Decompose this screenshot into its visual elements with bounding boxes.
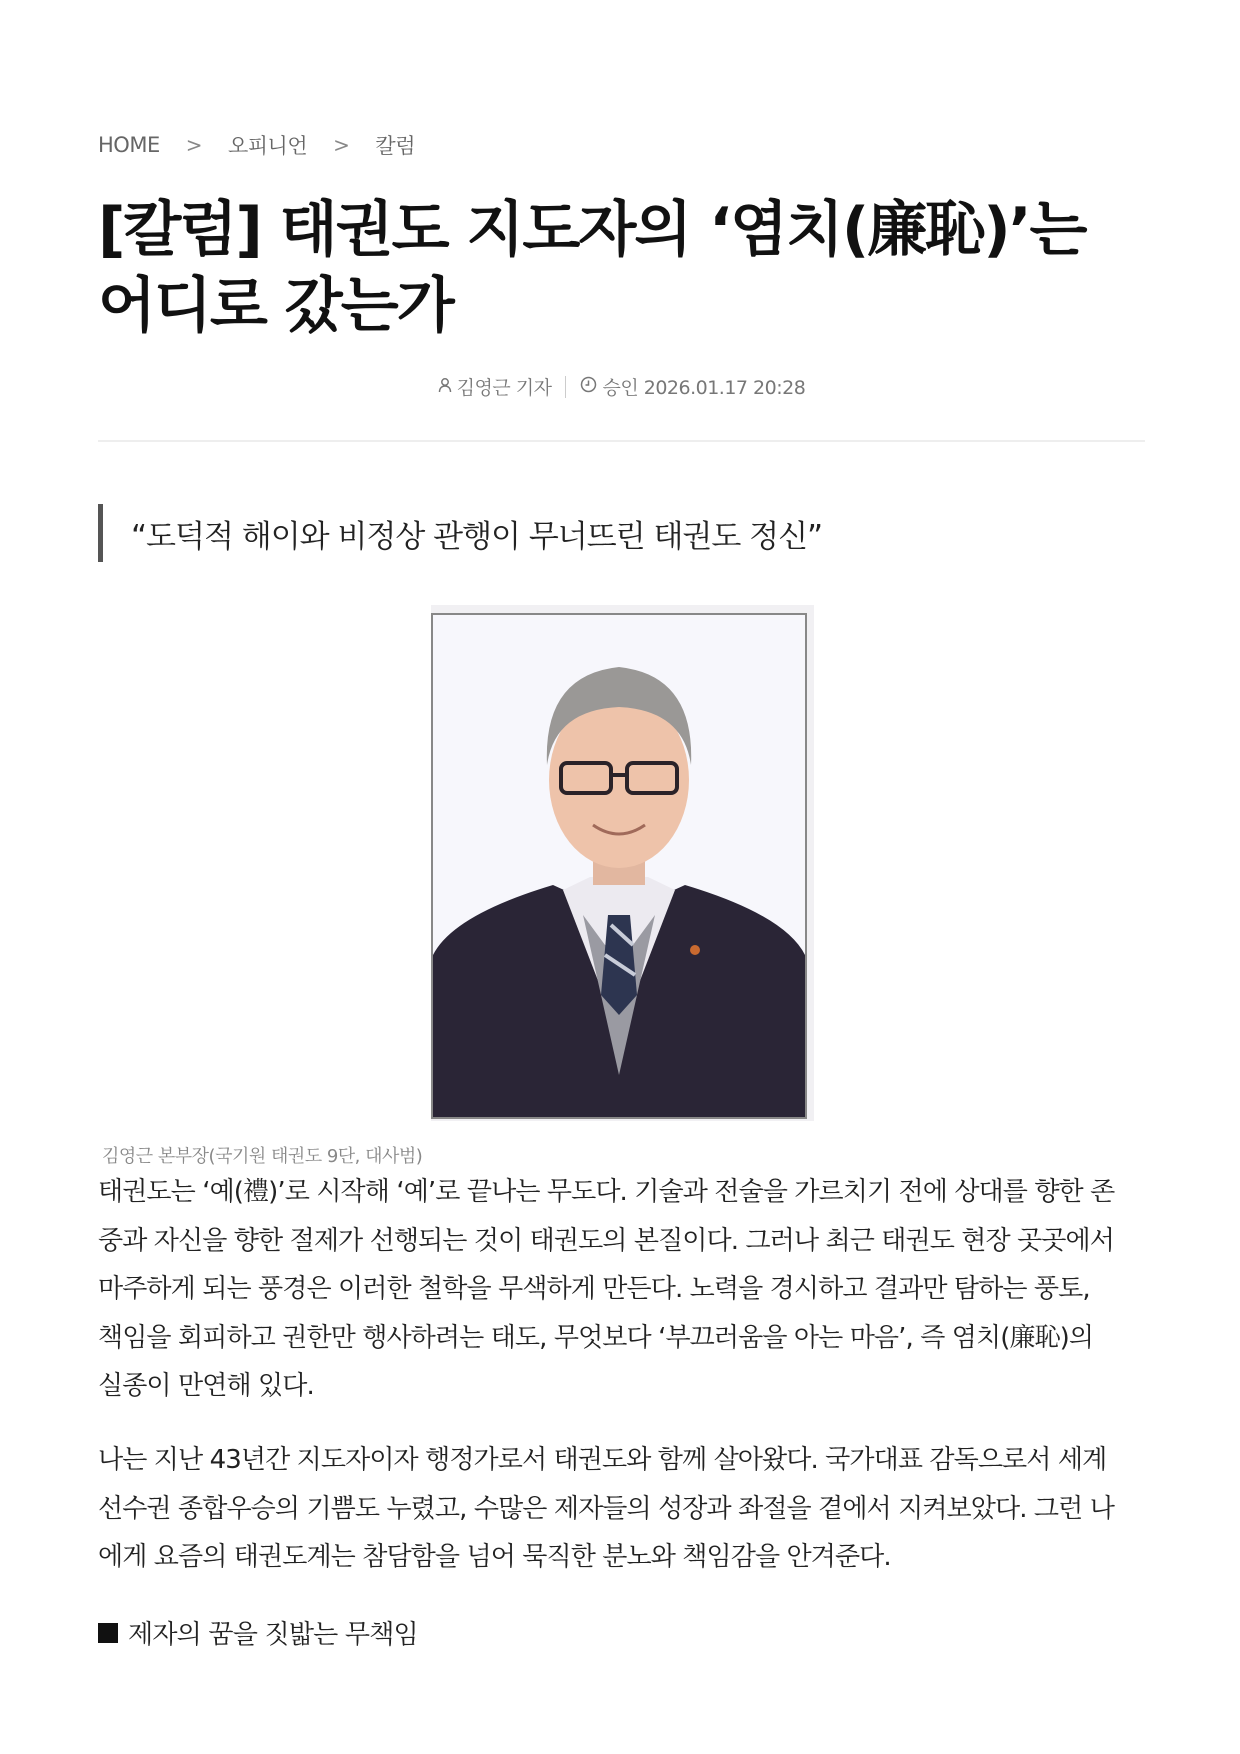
chevron-right-icon: > bbox=[185, 133, 202, 157]
paragraph-line: 선수권 종합우승의 기쁨도 누렸고, 수많은 제자들의 성장과 좌절을 곁에서 지켜보았다. 그런 나 bbox=[98, 1493, 1114, 1524]
header-divider bbox=[98, 440, 1145, 442]
paragraph-line: 마주하게 되는 풍경은 이러한 철학을 무색하게 만든다. 노력을 경시하고 결과만 탐하는 풍토, bbox=[98, 1274, 1090, 1304]
user-icon bbox=[438, 376, 457, 398]
portrait-image bbox=[433, 615, 805, 1117]
paragraph-line: 태권도는 ‘예(禮)’로 시작해 ‘예’로 끝나는 무도다. 기술과 전술을 가르치기 전에 상대를 향한 존 bbox=[98, 1177, 1115, 1207]
section-heading bbox=[98, 1614, 418, 1651]
paragraph-2 bbox=[98, 1436, 1145, 1582]
article-title: [칼럼] 태권도 지도자의 ‘염치(廉恥)’는 어디로 갔는가 bbox=[98, 195, 1086, 341]
black-square-icon bbox=[98, 1623, 118, 1643]
paragraph-line: 실종이 만연해 있다. bbox=[98, 1371, 314, 1401]
paragraph-line: 책임을 회피하고 권한만 행사하려는 태도, 무엇보다 ‘부끄러움을 아는 마음’, 즉 염치(廉恥)의 bbox=[98, 1322, 1094, 1353]
author-photo bbox=[431, 605, 814, 1121]
paragraph-line: 에게 요즘의 태권도계는 참담함을 넘어 묵직한 분노와 책임감을 안겨준다. bbox=[98, 1542, 891, 1572]
divider bbox=[565, 376, 566, 398]
breadcrumb-column[interactable]: 칼럼 bbox=[375, 134, 415, 158]
photo-caption: 김영근 본부장(국기원 태권도 9단, 대사범) bbox=[102, 1146, 423, 1167]
paragraph-line: 중과 자신을 향한 절제가 선행되는 것이 태권도의 본질이다. 그러나 최근 태권도 현장 곳곳에서 bbox=[98, 1225, 1114, 1256]
clock-icon bbox=[580, 376, 602, 398]
paragraph-line: 나는 지난 43년간 지도자이자 행정가로서 태권도와 함께 살아왔다. 국가대표 감독으로서 세계 bbox=[98, 1445, 1107, 1475]
paragraph-1 bbox=[98, 1168, 1145, 1411]
article-subtitle: “도덕적 해이와 비정상 관행이 무너뜨린 태권도 정신” bbox=[98, 504, 822, 562]
breadcrumb-opinion[interactable]: 오피니언 bbox=[227, 134, 308, 158]
author-name: 김영근 기자 bbox=[456, 377, 552, 399]
section-heading-text: 제자의 꿈을 짓밟는 무책임 bbox=[128, 1620, 418, 1650]
breadcrumb-home[interactable]: HOME bbox=[98, 133, 160, 157]
approved-datetime: 승인 2026.01.17 20:28 bbox=[602, 377, 806, 399]
breadcrumb bbox=[98, 130, 415, 160]
chevron-right-icon: > bbox=[333, 133, 350, 157]
article-meta bbox=[98, 373, 1145, 400]
